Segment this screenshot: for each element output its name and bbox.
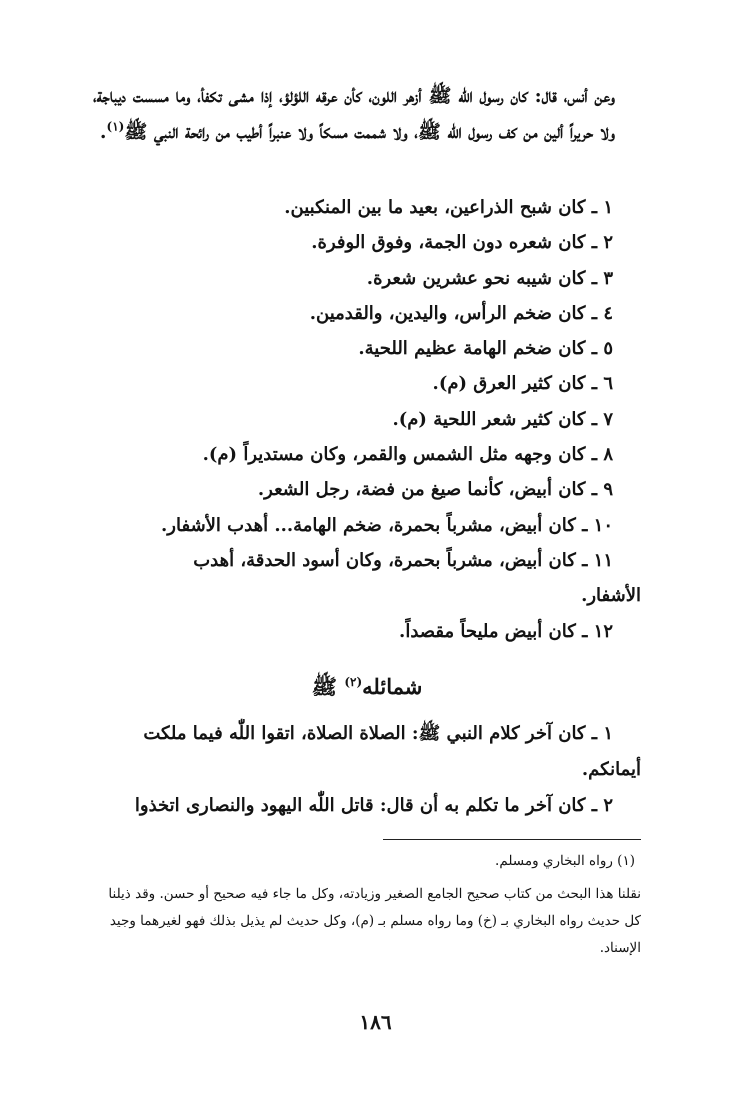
list-item xyxy=(93,716,641,788)
list-item xyxy=(93,402,641,437)
list-item xyxy=(93,437,641,472)
footnote-1: (١) رواه البخاري ومسلم. xyxy=(495,853,635,869)
list-item xyxy=(93,296,641,331)
footnote-ref-1[interactable]: (١) xyxy=(106,119,125,134)
list-item-text: كان أبيض، مشرباً بحمرة، وكان أسود الحدقة، أهدب xyxy=(193,549,576,571)
list-item-number: ٢ ـ xyxy=(591,232,613,254)
section-heading-text: شمائله xyxy=(362,674,423,699)
list-item-text: كان شبح الذراعين، بعيد ما بين المنكبين. xyxy=(284,197,586,218)
section-heading xyxy=(93,670,641,704)
list-item-number: ٧ ـ xyxy=(591,408,613,430)
footnotes xyxy=(93,848,641,962)
list-item-number: ٤ ـ xyxy=(591,302,613,324)
list-item-text: كان وجهه مثل الشمس والقمر، وكان مستديراً (م). xyxy=(202,444,586,466)
intro-end: . xyxy=(99,121,107,143)
list-item xyxy=(93,261,641,296)
footnote-2: نقلنا هذا البحث من كتاب صحيح الجامع الصغير وزيادته، وكل ما جاء فيه صحيح أو حسن. وقد ذيلنا كل حديث رواه البخاري بـ (خ) وما رواه مسلم بـ (م)، وكل حديث لم يذيل بذلك فهو لغيرهما وجيد الإسناد. xyxy=(108,886,641,956)
sayings-list xyxy=(93,716,641,824)
list-item-text: كان أبيض، كأنما صيغ من فضة، رجل الشعر. xyxy=(257,479,586,501)
list-item-number: ١ ـ xyxy=(591,723,613,744)
honorific-glyph: ﷺ xyxy=(311,674,338,699)
list-item-text: كان ضخم الرأس، واليدين، والقدمين. xyxy=(309,302,586,324)
list-item xyxy=(93,331,641,366)
list-item-number: ٦ ـ xyxy=(591,373,613,395)
traits-list xyxy=(93,190,641,649)
list-item-text: كان ضخم الهامة عظيم اللحية. xyxy=(358,338,586,360)
list-item xyxy=(93,190,641,225)
list-item-text: كان كثير شعر اللحية (م). xyxy=(392,408,586,430)
list-item xyxy=(93,472,641,507)
list-item-number: ١٠ ـ xyxy=(582,514,613,536)
list-item-number: ٥ ـ xyxy=(591,338,613,360)
list-item-text: كان أبيض مليحاً مقصداً. xyxy=(399,620,576,642)
list-item-text: كان شعره دون الجمة، وفوق الوفرة. xyxy=(311,232,586,254)
list-item-number: ٨ ـ xyxy=(591,444,613,466)
intro-text xyxy=(93,78,641,150)
list-item xyxy=(93,614,641,649)
footnote-divider xyxy=(383,839,641,840)
list-item-text: كان آخر كلام النبي ﷺ: الصلاة الصلاة، اتقوا اللّٰه فيما ملكت xyxy=(143,723,586,744)
list-item-text: كان شيبه نحو عشرين شعرة. xyxy=(366,267,586,289)
footnote-ref-2[interactable]: (٢) xyxy=(344,675,363,689)
list-item-text: كان كثير العرق (م). xyxy=(432,373,586,395)
list-item-continuation: الأشفار. xyxy=(581,585,641,607)
list-item-number: ١١ ـ xyxy=(582,549,613,571)
page-number: ١٨٦ xyxy=(359,1010,392,1034)
list-item-number: ١ ـ xyxy=(591,197,613,218)
list-item xyxy=(93,508,641,543)
list-item-number: ٩ ـ xyxy=(591,479,613,501)
list-item xyxy=(93,225,641,260)
intro-paragraph xyxy=(93,78,641,150)
list-item-text: كان آخر ما تكلم به أن قال: قاتل اللّٰه اليهود والنصارى اتخذوا xyxy=(134,795,586,816)
list-item xyxy=(93,788,641,824)
intro-body: وعن أنس، قال: كان رسول اللّٰه ﷺ أزهر اللون، كأن عرقه اللؤلؤ، إذا مشى تكفأ، وما مسست ديباجة، ولا حريراً ألين من كف رسول اللّٰه ﷺ، ولا شممت مسكاً ولا عنبراً أطيب من رائحة النبي ﷺ xyxy=(93,85,615,143)
list-item-number: ٢ ـ xyxy=(591,795,613,816)
list-item-number: ٣ ـ xyxy=(591,267,613,289)
list-item xyxy=(93,543,641,614)
list-item-continuation: أيمانكم. xyxy=(581,759,641,780)
list-item-number: ١٢ ـ xyxy=(582,620,613,642)
list-item xyxy=(93,366,641,401)
list-item-text: كان أبيض، مشرباً بحمرة، ضخم الهامة... أهدب الأشفار. xyxy=(161,514,576,536)
